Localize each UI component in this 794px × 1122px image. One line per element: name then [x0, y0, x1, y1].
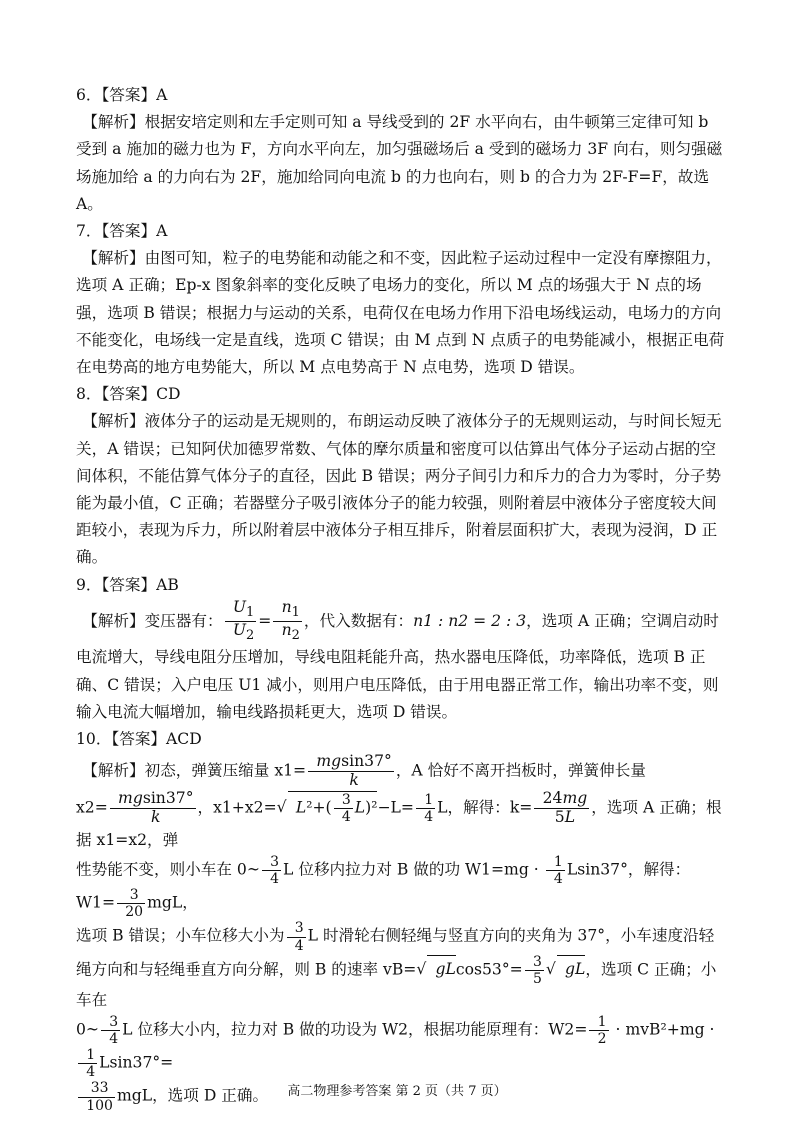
- frac-1-2: $\frac{1}{2}$: [589, 1014, 608, 1047]
- frac-3-4: $\frac{3}{4}$: [287, 920, 306, 953]
- frac-3-20: $\frac{3}{20}$: [117, 887, 145, 920]
- k-formula: $\frac{24mg}{5L}$: [534, 790, 589, 827]
- x2-formula: $\frac{mgsin37^\circ}{k}$: [110, 790, 196, 827]
- frac-3-4: $\frac{3}{4}$: [262, 854, 281, 887]
- sqrt-gl: √ gL: [416, 960, 456, 978]
- frac-3-5: $\frac{3}{5}$: [525, 954, 544, 987]
- frac-1-4: $\frac{1}{4}$: [78, 1047, 97, 1080]
- q6-heading: 6．【答案】A: [76, 86, 168, 104]
- q9-analysis: 【解析】变压器有： $\frac{U_1}{U_2}$ = $\frac{n_1}{n_2}$ ，代入数据有：n1 : n2 = 2 : 3，选项 A 正确；空调启动时电流增大，导线电阻分压增加，导线电阻耗能升高，热水器电压降低，功率降低，选项 B 正确、C 错误；入户电压 U1 减小，则用户电压降低，由于用电器正常工作，输出功率不变，则输入电流大幅增加，输电线路损耗更大，选项 D 错误。: [76, 598, 719, 721]
- q6-analysis: 【解析】根据安培定则和左手定则可知 a 导线受到的 2F 水平向右，由牛顿第三定律可知 b 受到 a 施加的磁力也为 F，方向水平向左，加匀强磁场后 a 受到的磁场力 3F 向右，则匀强磁场施加给 a 的力向右为 2F，施加给同向电流 b 的力也向右，则 b 的合力为 2F-F=F，故选 A。: [76, 113, 723, 213]
- ratio-formula: n1 : n2 = 2 : 3: [413, 611, 527, 630]
- q10-heading: 10．【答案】ACD: [76, 730, 202, 749]
- frac-1-4: $\frac{1}{4}$: [546, 854, 565, 887]
- answer-page: [76, 82, 726, 1114]
- frac-3-4: $\frac{3}{4}$: [101, 1014, 120, 1047]
- q10-analysis: 【解析】初态，弹簧压缩量 x1= $\frac{mgsin37^\circ}{k}$ ，A 恰好不离开挡板时，弹簧伸长量 x2= $\frac{mgsin37^\circ}{k}$ ，x1+x2=√ L²+( $\frac{3}{4}$ L)²−L= $\frac{1}{4}$ L，解得：k= $\frac{24mg}{5L}$ ，选项 A 正确；根据 x1=x2，弹 性势能不变，则小车在 0~ $\frac{3}{4}$ L 位移内拉力对 B 做的功 W1=mg · $\frac{1}{4}$ Lsin37°，解得：W1= $\frac{3}{20}$ mgL， 选项 B 错误；小车位移大小为 $\frac{3}{4}$ L 时滑轮右侧轻绳与竖直方向的夹角为 37°，小车速度沿轻 绳方向和与轻绳垂直方向分解，则 B 的速率 vB=√ gLcos53°= $\frac{3}{5}$ √ gL，选项 C 正确；小车在 0~ $\frac{3}{4}$ L 位移大小内，拉力对 B 做的功设为 W2，根据功能原理有：W2= $\frac{1}{2}$ · mvB²+mg · $\frac{1}{4}$ Lsin37°= $\frac{33}{100}$ mgL，选项 D 正确。: [76, 752, 722, 1114]
- q8-analysis: 【解析】液体分子的运动是无规则的，布朗运动反映了液体分子的无规则运动，与时间长短无关，A 错误；已知阿伏加德罗常数、气体的摩尔质量和密度可以估算出气体分子运动占据的空间体积，不能估算气体分子的直径，因此 B 错误；两分子间引力和斥力的合力为零时，分子势能为最小值，C 正确；若器壁分子吸引液体分子的能力较强，则附着层中液体分子密度较大间距较小，表现为斥力，所以附着层中液体分子相互排斥，附着层面积扩大，表现为浸润，D 正确。: [76, 412, 722, 567]
- q7-heading: 7．【答案】A: [76, 222, 168, 241]
- frac-33-100: $\frac{33}{100}$: [78, 1080, 115, 1113]
- turns-ratio-formula: $\frac{n_1}{n_2}$: [273, 599, 302, 644]
- sqrt-formula: √ L²+( $\frac{3}{4}$ L)²: [276, 791, 378, 825]
- page-footer: 高二物理参考答案 第 2 页（共 7 页）: [287, 1084, 507, 1099]
- q7-analysis: 【解析】由图可知，粒子的电势能和动能之和不变，因此粒子运动过程中一定没有摩擦阻力，选项 A 正确；Ep-x 图象斜率的变化反映了电场力的变化，所以 M 点的场强大于 N 点的场强，选项 B 错误；根据力与运动的关系，电荷仅在电场力作用下沿电场线运动，电场力的方向不能变化，电场线一定是直线，选项 C 错误；由 M 点到 N 点质子的电势能减小，根据正电荷在电势高的地方电势能大，所以 M 点电势高于 N 点电势，选项 D 错误。: [76, 249, 725, 377]
- frac-1-4: $\frac{1}{4}$: [416, 792, 435, 825]
- voltage-ratio-formula: $\frac{U_1}{U_2}$: [225, 599, 257, 644]
- x1-formula: $\frac{mgsin37^\circ}{k}$: [308, 753, 394, 790]
- sqrt-gl: √ gL: [546, 960, 586, 978]
- q8-heading: 8．【答案】CD: [76, 385, 181, 404]
- q9-heading: 9．【答案】AB: [76, 575, 179, 594]
